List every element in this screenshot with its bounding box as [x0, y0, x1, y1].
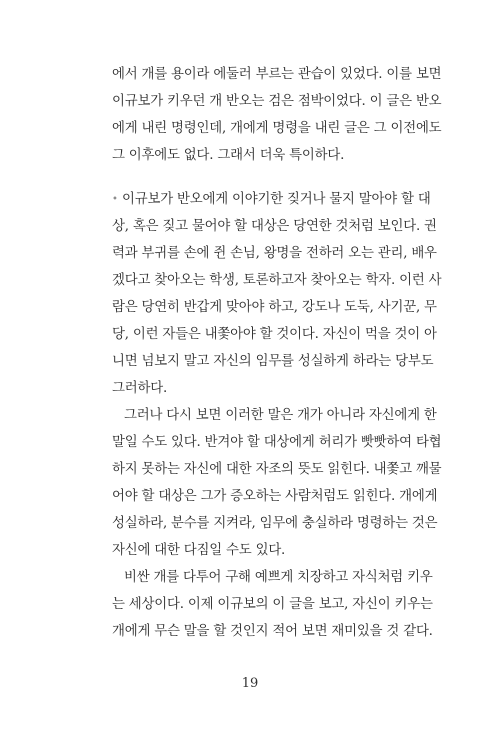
- paragraph-3-line-3: 하지 못하는 자신에 대한 자조의 뜻도 읽힌다. 내쫓고 깨물: [112, 462, 442, 477]
- paragraph-3-line-2: 말일 수도 있다. 반겨야 할 대상에게 허리가 빳빳하여 타협: [112, 435, 442, 450]
- paragraph-4-line-3: 개에게 무슨 말을 할 것인지 적어 보면 재미있을 것 같다.: [112, 624, 433, 639]
- paragraph-2-line-1-text: 이규보가 반오에게 이야기한 짖거나 물지 말아야 할 대: [122, 192, 431, 207]
- page-number: 19: [241, 676, 259, 691]
- paragraph-3-line-5: 성실하라, 분수를 지켜라, 임무에 충실하라 명령하는 것은: [112, 516, 438, 531]
- paragraph-4-line-2: 는 세상이다. 이제 이규보의 이 글을 보고, 자신이 키우는: [112, 597, 433, 612]
- paragraph-2-line-6: 당, 이런 자들은 내쫓아야 할 것이다. 자신이 먹을 것이 아: [112, 327, 437, 342]
- paragraph-3-line-4: 어야 할 대상은 그가 증오하는 사람처럼도 읽힌다. 개에게: [112, 489, 438, 504]
- paragraph-3-line-6: 자신에 대한 다짐일 수도 있다.: [112, 543, 286, 558]
- paragraph-2-line-8: 그러하다.: [112, 381, 167, 396]
- paragraph-1-line-1: 에서 개를 용이라 에둘러 부르는 관습이 있었다. 이를 보면: [112, 67, 442, 82]
- paragraph-2-line-1: [112, 190, 431, 210]
- paragraph-2-line-3: 력과 부귀를 손에 쥔 손님, 왕명을 전하러 오는 관리, 배우: [112, 246, 437, 261]
- paragraph-2-line-2: 상, 혹은 짖고 물어야 할 대상은 당연한 것처럼 보인다. 권: [112, 219, 437, 234]
- paragraph-3-line-1: 그러나 다시 보면 이러한 말은 개가 아니라 자신에게 한: [124, 408, 437, 423]
- paragraph-1-line-4: 그 이후에도 없다. 그래서 더욱 특이하다.: [112, 148, 345, 163]
- paragraph-4-line-1: 비싼 개를 다투어 구해 예쁘게 치장하고 자식처럼 키우: [124, 570, 433, 585]
- paragraph-2-line-4: 겠다고 찾아오는 학생, 토론하고자 찾아오는 학자. 이런 사: [112, 273, 442, 288]
- bullet-marker: •: [112, 194, 118, 205]
- paragraph-2-line-5: 람은 당연히 반갑게 맞아야 하고, 강도나 도둑, 사기꾼, 무: [112, 300, 437, 315]
- paragraph-2-line-7: 니면 넘보지 말고 자신의 임무를 성실하게 하라는 당부도: [112, 354, 434, 369]
- paragraph-1-line-2: 이규보가 키우던 개 반오는 검은 점박이었다. 이 글은 반오: [112, 94, 442, 109]
- paragraph-1-line-3: 에게 내린 명령인데, 개에게 명령을 내린 글은 그 이전에도: [112, 121, 442, 136]
